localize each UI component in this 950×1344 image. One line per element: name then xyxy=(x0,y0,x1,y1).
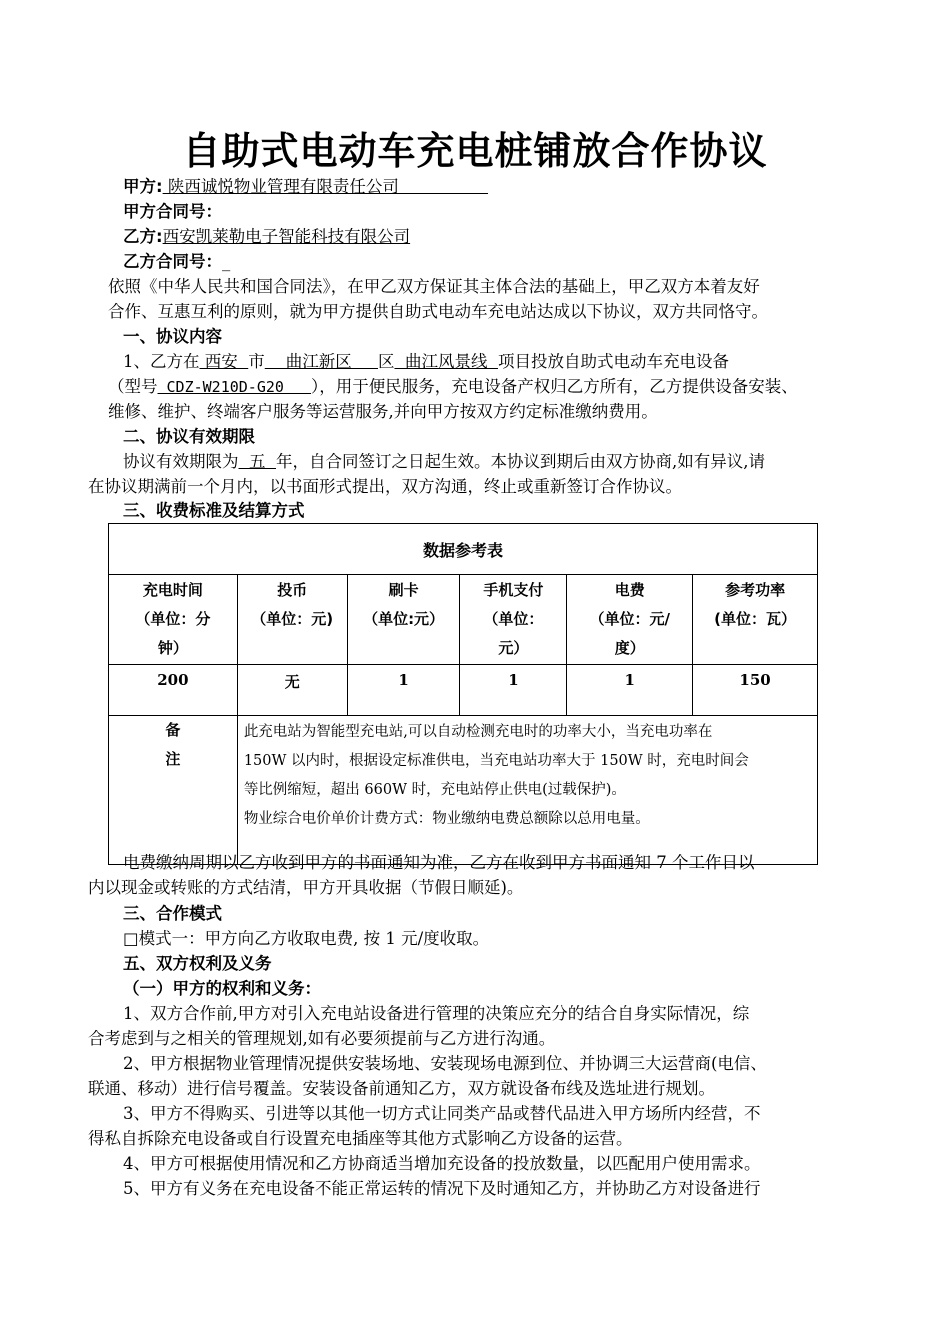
party-a-line xyxy=(123,175,488,199)
party-a-label: 甲方: xyxy=(123,177,163,196)
header-text: 度） xyxy=(614,639,645,657)
table-note-row xyxy=(109,716,818,865)
table-header-row xyxy=(109,575,818,665)
note-label-char: 备 xyxy=(165,721,181,739)
note-label-char: 注 xyxy=(165,750,181,768)
settlement-line-1: 电费缴纳周期以乙方收到甲方的书面通知为准，乙方在收到甲方书面通知 7 个工作日以 xyxy=(123,853,755,872)
header-reference-power xyxy=(693,575,818,665)
value-mobile-pay: 1 xyxy=(460,665,567,716)
coop-heading: 三、合作模式 xyxy=(123,904,222,923)
party-a-contract-line xyxy=(123,200,222,224)
party-b-contract-label: 乙方合同号： xyxy=(123,252,222,271)
header-charging-time xyxy=(109,575,238,665)
obligation-4-line-1: 4、甲方可根据使用情况和乙方协商适当增加充设备的投放数量，以匹配用户使用需求。 xyxy=(123,1154,761,1173)
obligation-3-line-2: 得私自拆除充电设备或自行设置充电插座等其他方式影响乙方设备的运营。 xyxy=(88,1129,633,1148)
section5-heading: 五、双方权利及义务 xyxy=(123,954,272,973)
section1-para-line-3: 维修、维护、终端客户服务等运营服务,并向甲方按双方约定标准缴纳费用。 xyxy=(108,402,658,421)
header-electricity-fee xyxy=(567,575,693,665)
header-text: (单位：瓦） xyxy=(714,610,796,628)
note-label xyxy=(109,716,238,865)
party-a-value: 陕西诚悦物业管理有限责任公司 xyxy=(162,177,489,196)
section1-para-line-2 xyxy=(108,375,798,399)
note-line: 150W 以内时，根据设定标准供电，当充电站功率大于 150W 时，充电时间会 xyxy=(243,753,749,769)
value-reference-power: 150 xyxy=(693,665,818,716)
party-b-line xyxy=(123,225,410,249)
section2-heading: 二、协议有效期限 xyxy=(123,427,255,446)
section1-text-f: ），用于便民服务，充电设备产权归乙方所有，乙方提供设备安装、 xyxy=(311,377,798,396)
section1-text-e: （型号 xyxy=(108,377,158,396)
value-card: 1 xyxy=(347,665,460,716)
table-row xyxy=(109,665,818,716)
table-caption: 数据参考表 xyxy=(109,524,818,575)
header-text: 钟） xyxy=(157,639,188,657)
years-value: 五 xyxy=(238,452,276,471)
settlement-line-2: 内以现金或转账的方式结清，甲方开具收据（节假日顺延)。 xyxy=(88,878,524,897)
header-text: 元） xyxy=(498,639,529,657)
header-text: （单位：分 xyxy=(135,610,211,628)
project-value: 曲江风景线 xyxy=(394,352,498,371)
value-electricity-fee: 1 xyxy=(567,665,693,716)
obligation-1-line-1: 1、双方合作前,甲方对引入充电站设备进行管理的决策应充分的结合自身实际情况，综 xyxy=(123,1004,750,1023)
obligation-5-line-1: 5、甲方有义务在充电设备不能正常运转的情况下及时通知乙方，并协助乙方对设备进行 xyxy=(123,1179,761,1198)
header-text: （单位：元) xyxy=(251,610,334,628)
party-b-label: 乙方: xyxy=(123,227,163,246)
header-text: （单位： xyxy=(483,610,544,628)
section1-text-b: 市 xyxy=(248,352,265,371)
header-text: 刷卡 xyxy=(388,581,419,599)
party-a-contract-label: 甲方合同号： xyxy=(123,202,222,221)
header-text: 电费 xyxy=(614,581,645,599)
obligation-2-line-1: 2、甲方根据物业管理情况提供安装场地、安装现场电源到位、并协调三大运营商(电信、 xyxy=(123,1054,767,1073)
section2-para-line-2: 在协议期满前一个月内，以书面形式提出，双方沟通，终止或重新签订合作协议。 xyxy=(88,477,682,496)
city-value: 西安 xyxy=(199,352,249,371)
model-value: CDZ-W210D-G20 xyxy=(157,378,312,396)
section2-para-line-1 xyxy=(123,450,765,474)
section2-text-a: 协议有效期限为 xyxy=(123,452,239,471)
header-coin xyxy=(237,575,347,665)
obligation-2-line-2: 联通、移动）进行信号覆盖。安装设备前通知乙方，双方就设备布线及选址进行规划。 xyxy=(88,1079,715,1098)
obligation-3-line-1: 3、甲方不得购买、引进等以其他一切方式让同类产品或替代品进入甲方场所内经营，不 xyxy=(123,1104,761,1123)
value-coin: 无 xyxy=(237,665,347,716)
note-line: 此充电站为智能型充电站,可以自动检测充电时的功率大小，当充电功率在 xyxy=(243,724,713,740)
obligation-1-line-2: 合考虑到与之相关的管理规划,如有必要须提前与乙方进行沟通。 xyxy=(88,1029,556,1048)
header-text: （单位:元） xyxy=(363,610,445,628)
section1-text-c: 区 xyxy=(377,352,395,371)
header-card xyxy=(347,575,460,665)
header-text: 手机支付 xyxy=(483,581,544,599)
intro-line-1: 依照《中华人民共和国合同法》，在甲乙双方保证其主体合法的基础上，甲乙双方本着友好 xyxy=(108,277,760,296)
data-reference-table xyxy=(108,523,818,865)
coop-mode-1: □模式一：甲方向乙方收取电费, 按 1 元/度收取。 xyxy=(123,929,490,948)
header-text: 充电时间 xyxy=(142,581,203,599)
header-text: 参考功率 xyxy=(725,581,786,599)
section5-sub1: （一）甲方的权利和义务： xyxy=(123,979,321,998)
party-b-value: 西安凯莱勒电子智能科技有限公司 xyxy=(162,227,411,246)
header-text: （单位：元/ xyxy=(589,610,670,628)
header-text: 投币 xyxy=(277,581,308,599)
header-mobile-pay xyxy=(460,575,567,665)
intro-line-2: 合作、互惠互利的原则，就为甲方提供自助式电动车充电站达成以下协议，双方共同恪守。 xyxy=(108,302,768,321)
section1-para-line-1 xyxy=(123,350,729,374)
party-b-contract-value: _ xyxy=(222,252,231,271)
district-value: 曲江新区 xyxy=(264,352,378,371)
section3-heading: 三、收费标准及结算方式 xyxy=(123,501,305,520)
note-text xyxy=(237,716,817,865)
note-line: 物业综合电价单价计费方式：物业缴纳电费总额除以总用电量。 xyxy=(243,811,650,827)
section1-heading: 一、协议内容 xyxy=(123,327,222,346)
section2-text-b: 年，自合同签订之日起生效。本协议到期后由双方协商,如有异议,请 xyxy=(275,452,765,471)
value-charging-time: 200 xyxy=(109,665,238,716)
party-b-contract-line xyxy=(123,250,230,274)
document-title: 自助式电动车充电桩铺放合作协议 xyxy=(182,129,768,173)
section1-text-d: 项目投放自助式电动车充电设备 xyxy=(497,352,729,371)
note-line: 等比例缩短，超出 660W 时，充电站停止供电(过载保护)。 xyxy=(243,782,626,798)
section1-text-a: 1、乙方在 xyxy=(123,352,200,371)
